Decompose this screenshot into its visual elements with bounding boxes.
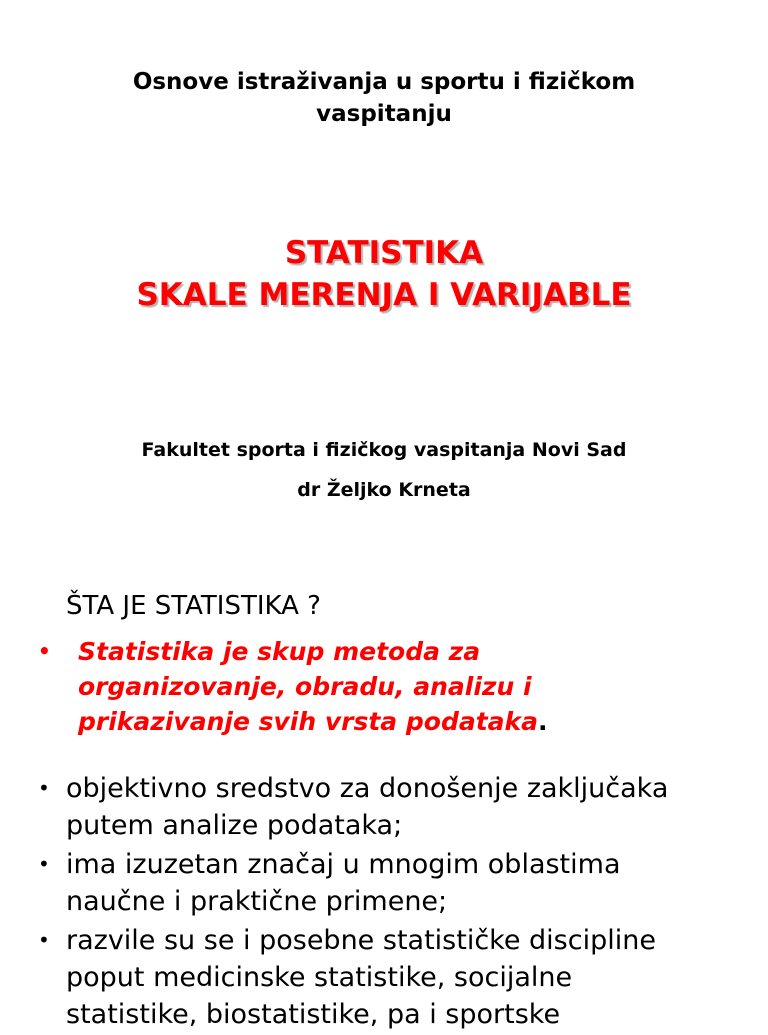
definition-line-2: organizovanje, obradu, analizu i	[78, 672, 532, 701]
author-name: dr Željko Krneta	[297, 479, 471, 501]
bullet-icon: •	[38, 852, 50, 876]
course-title-line-2: vaspitanju	[316, 101, 452, 127]
definition-bullet-icon: •	[38, 639, 51, 663]
bullet-icon: •	[38, 928, 50, 952]
main-title-line-1: STATISTIKA	[284, 235, 484, 271]
list-item-line-1: ima izuzetan značaj u mnogim oblastima	[66, 849, 621, 880]
list-item-line-1: razvile su se i posebne statističke discipline	[66, 925, 656, 956]
definition-line-1: Statistika je skup metoda za	[78, 637, 481, 666]
definition-line-3: prikazivanje svih vrsta podataka	[78, 707, 539, 736]
bullet-list	[38, 770, 768, 1035]
list-item	[38, 770, 768, 844]
course-title	[0, 66, 768, 130]
definition-period: .	[538, 707, 548, 736]
section-heading: ŠTA JE STATISTIKA ?	[66, 591, 321, 621]
definition-item	[38, 634, 738, 739]
course-title-line-1: Osnove istraživanja u sportu i fizičkom	[132, 69, 636, 95]
list-item	[38, 922, 768, 1033]
main-title-line-2: SKALE MERENJA I VARIJABLE	[136, 277, 632, 313]
list-item-line-2: naučne i praktične primene;	[66, 886, 448, 917]
list-item-line-3: statistike, biostatistike, pa i sportske	[66, 999, 561, 1030]
definition-text	[78, 634, 738, 739]
main-title	[0, 232, 768, 316]
list-item-line-2: poput medicinske statistike, socijalne	[66, 962, 573, 993]
bullet-icon: •	[38, 776, 50, 800]
list-item-line-1: objektivno sredstvo za donošenje zaključaka	[66, 773, 669, 804]
list-item	[38, 846, 768, 920]
faculty-name: Fakultet sporta i fizičkog vaspitanja Novi Sad	[141, 439, 627, 461]
list-item-line-2: putem analize podataka;	[66, 810, 403, 841]
